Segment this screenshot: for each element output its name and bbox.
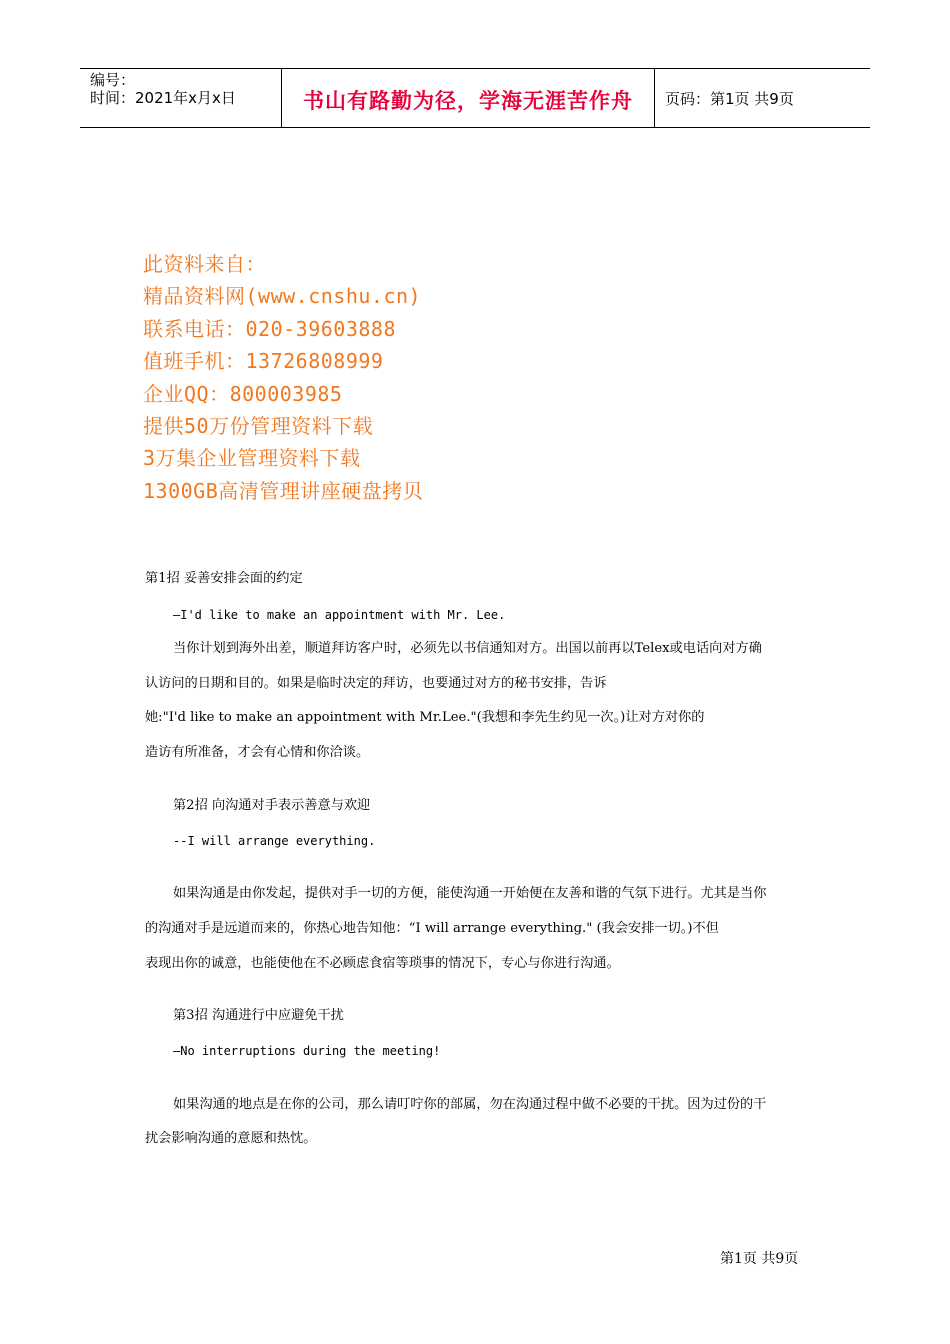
promo-line: 企业QQ：800003985 [143,381,343,406]
section-phrase: --I will arrange everything. [173,834,376,848]
promo-line: 3万集企业管理资料下载 [143,446,361,471]
promo-line: 联系电话：020-39603888 [143,316,396,341]
header-page-info: 页码：第1页 共9页 [665,90,794,108]
section-title: 第1招 妥善安排会面的约定 [145,571,303,586]
section-body-line: 表现出你的诚意，也能使他在不必顾虑食宿等琐事的情况下，专心与你进行沟通。 [145,956,620,971]
promo-line: 提供50万份管理资料下载 [143,413,374,438]
section-body-line: 当你计划到海外出差，顺道拜访客户时，必须先以书信通知对方。出国以前再以Telex或电话向对方确 [173,641,762,656]
promo-line: 此资料来自： [143,252,266,276]
section-body-line: 的沟通对手是远道而来的，你热心地告知他：“I will arrange everything." (我会安排一切。)不但 [145,921,719,936]
promo-line: 精品资料网(www.cnshu.cn) [143,284,422,309]
section-body-line: 认访问的日期和目的。如果是临时决定的拜访，也要通过对方的秘书安排，告诉 [145,676,607,691]
section-phrase: —No interruptions during the meeting! [173,1044,441,1058]
header-meta-cell [80,69,282,128]
section-body-line: 造访有所准备，才会有心情和你洽谈。 [145,745,370,760]
header-table [80,68,870,128]
header-page-cell [655,69,870,128]
section-body-line: 如果沟通的地点是在你的公司，那么请叮咛你的部属，勿在沟通过程中做不必要的干扰。因为过份的干 [173,1097,767,1112]
footer-page-info: 第1页 共9页 [720,1251,799,1267]
section-body-line: 扰会影响沟通的意愿和热忱。 [145,1131,317,1146]
section-title: 第3招 沟通进行中应避免干扰 [173,1008,344,1023]
promo-line: 1300GB高清管理讲座硬盘拷贝 [143,478,424,503]
promo-line: 值班手机：13726808999 [143,349,384,374]
section-body-line: 如果沟通是由你发起，提供对手一切的方便，能使沟通一开始便在友善和谐的气氛下进行。尤其是当你 [173,886,767,901]
motto: 书山有路勤为径，学海无涯苦作舟 [303,88,633,113]
section-phrase: —I'd like to make an appointment with Mr. Lee. [173,608,506,622]
header-motto-cell [282,69,655,128]
section-title: 第2招 向沟通对手表示善意与欢迎 [173,798,371,813]
number-label: 编号： [90,71,136,89]
promo-block [143,248,423,507]
section-body-line: 她:"I'd like to make an appointment with Mr.Lee."(我想和李先生约见一次。)让对方对你的 [145,710,705,725]
time-label: 时间：2021年x月x日 [90,89,236,107]
